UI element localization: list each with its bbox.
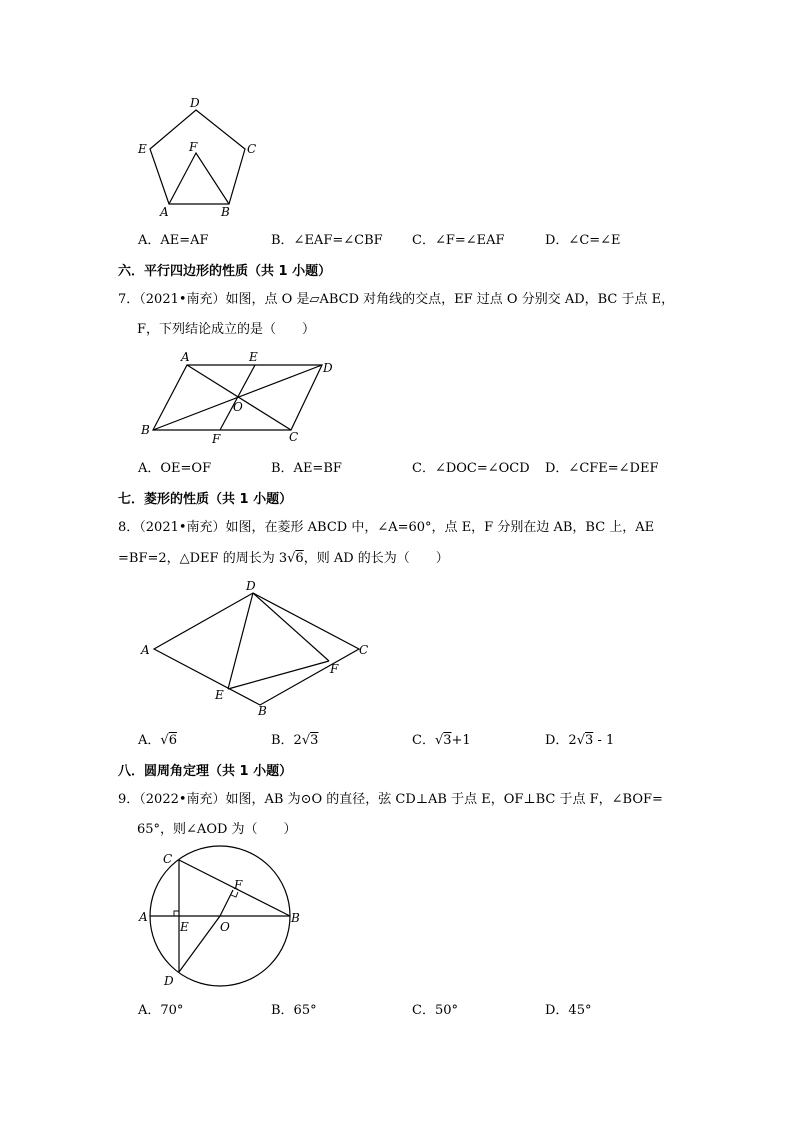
label-e: E: [138, 142, 147, 156]
section-heading-7: 七．菱形的性质（共 1 小题）: [118, 492, 293, 507]
q9-option-c[interactable]: C．50°: [412, 1003, 458, 1018]
sqrt-symbol: √3: [576, 733, 594, 748]
parallelogram-figure: [140, 348, 340, 448]
q9-option-d[interactable]: D．45°: [545, 1003, 592, 1018]
label-d: D: [164, 974, 174, 988]
label-b: B: [141, 423, 150, 437]
label-e: E: [180, 920, 189, 934]
label-e: E: [215, 688, 224, 702]
label-f: F: [189, 140, 198, 154]
q7-stem-line2: F，下列结论成立的是（ ）: [137, 322, 316, 337]
label-e: E: [249, 350, 258, 364]
q7-option-c[interactable]: C．∠DOC=∠OCD: [412, 461, 530, 476]
q8-option-d[interactable]: D．2√3 - 1: [545, 733, 615, 748]
label-f: F: [212, 432, 221, 446]
label-c: C: [289, 430, 299, 444]
label-f: F: [330, 662, 339, 676]
q6-option-a[interactable]: A．AE=AF: [138, 233, 209, 248]
label-b: B: [221, 205, 230, 219]
rhombus-figure: [140, 577, 375, 717]
q7-option-b[interactable]: B．AE=BF: [271, 461, 342, 476]
sqrt-symbol: √3: [301, 733, 319, 748]
label-a: A: [160, 205, 169, 219]
label-d: D: [246, 579, 256, 593]
label-o: O: [220, 920, 230, 934]
q8-option-b[interactable]: B．2√3: [271, 733, 319, 748]
label-d: D: [323, 361, 333, 375]
q7-option-d[interactable]: D．∠CFE=∠DEF: [545, 461, 659, 476]
section-heading-8: 八．圆周角定理（共 1 小题）: [118, 764, 293, 779]
label-b: B: [291, 911, 300, 925]
sqrt-symbol: √6: [287, 551, 304, 566]
q7-stem-line1: 7．（2021•南充）如图，点 O 是▱ABCD 对角线的交点，EF 过点 O 分别交 AD，BC 于点 E，: [118, 292, 675, 307]
q9-option-a[interactable]: A．70°: [138, 1003, 184, 1018]
label-c: C: [359, 643, 369, 657]
label-o: O: [233, 400, 243, 414]
sqrt-symbol: √6: [160, 733, 177, 748]
q9-stem-line1: 9．（2022•南充）如图，AB 为⊙O 的直径，弦 CD⊥AB 于点 E，OF⊥BC 于点 F，∠BOF=: [118, 792, 663, 807]
q6-option-d[interactable]: D．∠C=∠E: [545, 233, 621, 248]
pentagon-figure: [130, 95, 270, 220]
sqrt-symbol: √3: [434, 733, 452, 748]
label-a: A: [139, 910, 148, 924]
q8-stem-line2: =BF=2，△DEF 的周长为 3√6，则 AD 的长为（ ）: [118, 551, 449, 566]
q7-option-a[interactable]: A．OE=OF: [138, 461, 212, 476]
q9-option-b[interactable]: B．65°: [271, 1003, 317, 1018]
label-c: C: [163, 852, 173, 866]
section-heading-6: 六．平行四边形的性质（共 1 小题）: [118, 264, 332, 279]
q8-stem-line1: 8．（2021•南充）如图，在菱形 ABCD 中，∠A=60°，点 E，F 分别在边 AB，BC 上，AE: [118, 520, 655, 535]
q8-option-c[interactable]: C．√3+1: [412, 733, 471, 748]
label-d: D: [190, 96, 200, 110]
q6-option-c[interactable]: C．∠F=∠EAF: [412, 233, 505, 248]
label-c: C: [247, 142, 257, 156]
circle-figure: [136, 845, 306, 995]
q6-option-b[interactable]: B．∠EAF=∠CBF: [271, 233, 383, 248]
label-a: A: [141, 643, 150, 657]
label-b: B: [258, 704, 267, 718]
label-a: A: [181, 350, 190, 364]
q9-stem-line2: 65°，则∠AOD 为（ ）: [137, 822, 297, 837]
label-f: F: [234, 878, 243, 892]
q8-option-a[interactable]: A．√6: [138, 733, 177, 748]
